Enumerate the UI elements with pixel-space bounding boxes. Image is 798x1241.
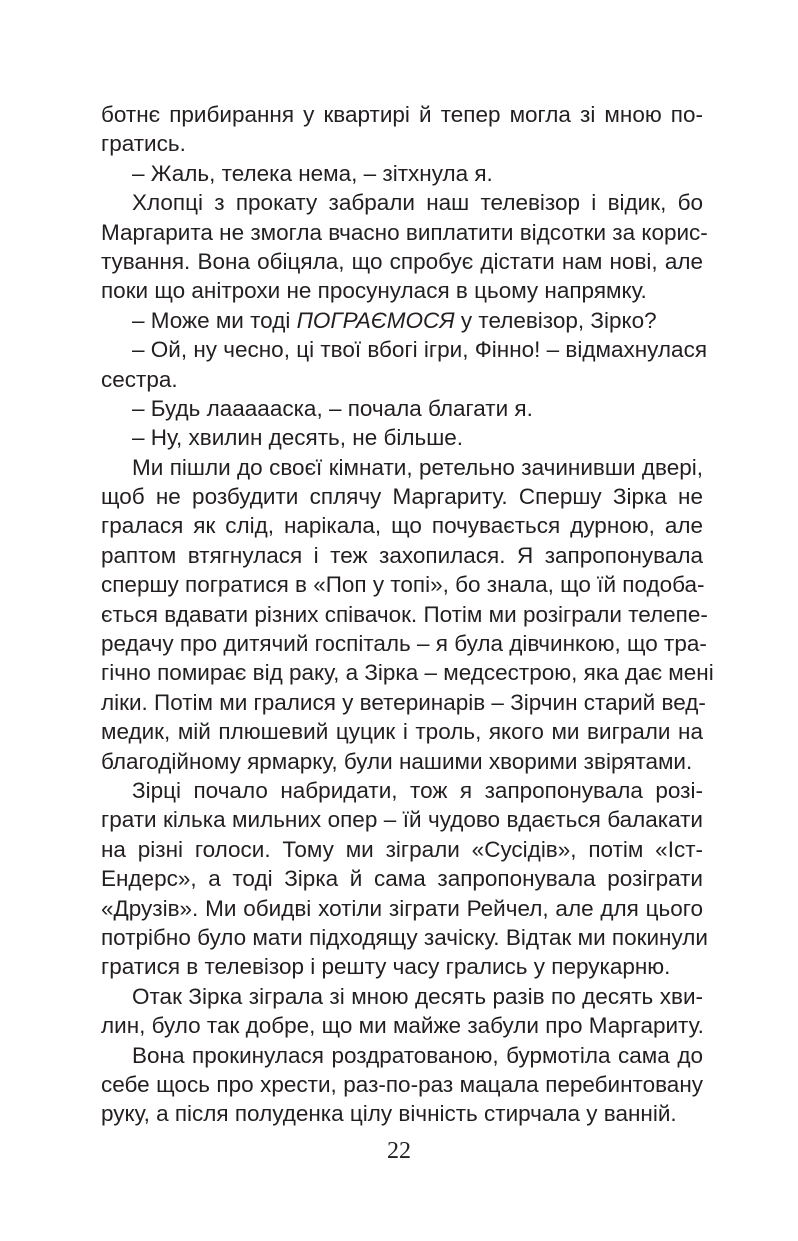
- text-line: лин, було так добре, що ми майже забули про Маргариту.: [101, 1013, 704, 1039]
- emphasized-text: ПОГРАЄМОСЯ: [296, 307, 455, 333]
- text-line: на різні голоси. Тому ми зіграли «Сусідів», потім «Іст-: [101, 836, 703, 862]
- text-line: – Ну, хвилин десять, не більше.: [132, 425, 464, 451]
- text-line: Ми пішли до своєї кімнати, ретельно зачинивши двері,: [132, 454, 703, 480]
- text-line: – Жаль, телека нема, – зітхнула я.: [132, 160, 493, 186]
- text-line: потрібно було мати підходящу зачіску. Відтак ми покинули: [101, 924, 708, 950]
- text-line: гратись.: [101, 131, 186, 157]
- text-line: гічно помирає від раку, а Зірка – медсестрою, яка дає мені: [101, 660, 714, 686]
- text-line: Маргарита не змогла вчасно виплатити відсотки за корис-: [101, 219, 708, 245]
- text-line: «Друзів». Ми обидві хотіли зіграти Рейчел, але для цього: [101, 895, 703, 921]
- text-line: гратися в телевізор і решту часу грались у перукарню.: [101, 954, 671, 980]
- text-line: сестра.: [101, 366, 178, 392]
- text-line: медик, мій плюшевий цуцик і троль, якого ми виграли на: [101, 719, 703, 745]
- text-line: Вона прокинулася роздратованою, бурмотіла сама до: [132, 1042, 703, 1068]
- text-line: Зірці почало набридати, тож я запропонувала розі-: [132, 777, 703, 803]
- text-line: спершу погратися в «Поп у топі», бо знала, що їй подоба-: [101, 572, 705, 598]
- text-line: редачу про дитячий госпіталь – я була дівчинкою, що тра-: [101, 631, 707, 657]
- text-line: гралася як слід, нарікала, що почувається дурною, але: [101, 513, 703, 539]
- text-line: тування. Вона обіцяла, що спробує дістати нам нові, але: [101, 248, 703, 274]
- page-number: 22: [387, 1138, 411, 1164]
- text-line: раптом втягнулася і теж захопилася. Я запропонувала: [101, 542, 703, 568]
- text-line: ліки. Потім ми гралися у ветеринарів – Зірчин старий вед-: [101, 689, 706, 715]
- text-line: щоб не розбудити сплячу Маргариту. Спершу Зірка не: [101, 484, 703, 510]
- text-line: благодійному ярмарку, були нашими хворими звірятами.: [101, 748, 693, 774]
- text-line: ється вдавати різних співачок. Потім ми розіграли телепе-: [101, 601, 708, 627]
- text-line: ботнє прибирання у квартирі й тепер могла зі мною по-: [101, 102, 703, 127]
- text-line: Ендерс», а тоді Зірка й сама запропонувала розіграти: [101, 866, 703, 892]
- text-line: [101, 306, 703, 335]
- text-line: Хлопці з прокату забрали наш телевізор і відик, бо: [132, 190, 703, 216]
- text-line: Отак Зірка зіграла зі мною десять разів по десять хви-: [132, 983, 703, 1009]
- text-line: – Будь лаааааска, – почала благати я.: [132, 395, 533, 421]
- body-text: [101, 100, 714, 1129]
- text-segment: у телевізор, Зірко?: [454, 307, 657, 333]
- text-segment: – Може ми тоді: [132, 307, 297, 333]
- text-line: себе щось про хрести, раз-по-раз мацала перебинтовану: [101, 1071, 703, 1097]
- text-line: – Ой, ну чесно, ці твої вбогі ігри, Фінно! – відмахнулася: [132, 337, 708, 363]
- text-line: грати кілька мильних опер – їй чудово вдається балакати: [101, 807, 703, 833]
- text-line: поки що анітрохи не просунулася в цьому напрямку.: [101, 278, 647, 304]
- text-line: руку, а після полуденка цілу вічність стирчала у ванній.: [101, 1101, 677, 1127]
